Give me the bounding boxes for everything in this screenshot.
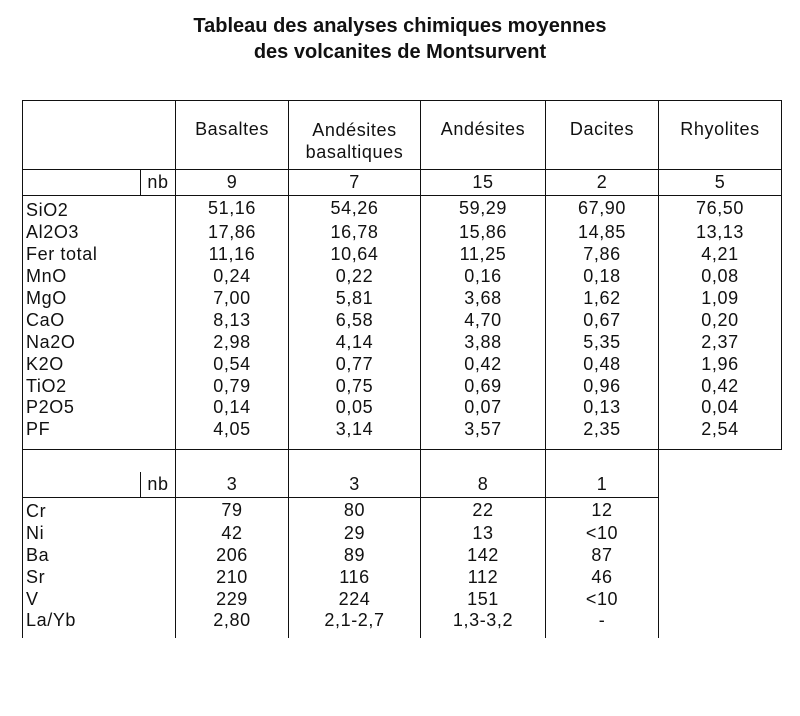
cell: 1,09	[659, 288, 782, 310]
cell: 11,25	[421, 244, 546, 266]
cell: 4,21	[659, 244, 782, 266]
nb-cell: 3	[289, 472, 421, 498]
row-label: P2O5	[23, 397, 141, 419]
cell: 0,69	[421, 375, 546, 397]
cell: 22	[421, 497, 546, 522]
cell: 13,13	[659, 222, 782, 244]
cell: 0,48	[546, 353, 659, 375]
cell: 10,64	[289, 244, 421, 266]
cell: 67,90	[546, 196, 659, 222]
table-row	[23, 353, 782, 375]
col-andesites-basaltiques: Andésites basaltiques	[289, 101, 421, 170]
cell: 1,3-3,2	[421, 610, 546, 638]
analysis-table	[22, 100, 782, 638]
table-row	[23, 288, 782, 310]
cell: 76,50	[659, 196, 782, 222]
row-label: MnO	[23, 266, 141, 288]
cell: 0,16	[421, 266, 546, 288]
table-row	[23, 523, 782, 545]
cell: 151	[421, 588, 546, 610]
table-row	[23, 222, 782, 244]
cell: 5,81	[289, 288, 421, 310]
cell: 0,77	[289, 353, 421, 375]
row-label: SiO2	[23, 196, 141, 222]
cell: 4,05	[176, 419, 289, 450]
nb-label: nb	[141, 472, 176, 498]
nb-cell: 2	[546, 170, 659, 196]
col-rhyolites: Rhyolites	[659, 101, 782, 170]
cell: 210	[176, 566, 289, 588]
cell: 0,18	[546, 266, 659, 288]
cell: 2,80	[176, 610, 289, 638]
row-label: CaO	[23, 309, 141, 331]
col-dacites: Dacites	[546, 101, 659, 170]
table-row	[23, 588, 782, 610]
cell: 7,86	[546, 244, 659, 266]
column-header-row	[23, 101, 782, 170]
cell: 0,42	[421, 353, 546, 375]
cell: 116	[289, 566, 421, 588]
cell: 7,00	[176, 288, 289, 310]
cell: 80	[289, 497, 421, 522]
col-andesites: Andésites	[421, 101, 546, 170]
cell: 0,20	[659, 309, 782, 331]
cell: 17,86	[176, 222, 289, 244]
cell: 2,35	[546, 419, 659, 450]
cell: 3,88	[421, 331, 546, 353]
cell: 1,62	[546, 288, 659, 310]
cell: 5,35	[546, 331, 659, 353]
nb-label: nb	[141, 170, 176, 196]
table-row	[23, 545, 782, 567]
row-label: TiO2	[23, 375, 141, 397]
cell: 0,42	[659, 375, 782, 397]
cell: 54,26	[289, 196, 421, 222]
row-label: V	[23, 588, 141, 610]
cell: 2,98	[176, 331, 289, 353]
cell: 15,86	[421, 222, 546, 244]
cell: 12	[546, 497, 659, 522]
cell: 42	[176, 523, 289, 545]
row-label: PF	[23, 419, 141, 450]
section-gap	[23, 449, 782, 471]
nb-cell: 9	[176, 170, 289, 196]
cell: 1,96	[659, 353, 782, 375]
row-label: Sr	[23, 566, 141, 588]
table-row	[23, 266, 782, 288]
cell: 0,07	[421, 397, 546, 419]
table-row	[23, 610, 782, 638]
cell: 29	[289, 523, 421, 545]
table-title-line-1: Tableau des analyses chimiques moyennes	[193, 15, 607, 37]
nb-cell: 3	[176, 472, 289, 498]
table-row	[23, 331, 782, 353]
cell: 112	[421, 566, 546, 588]
cell: 0,13	[546, 397, 659, 419]
cell: 0,22	[289, 266, 421, 288]
cell: 0,05	[289, 397, 421, 419]
table-row	[23, 419, 782, 450]
nb-cell: 5	[659, 170, 782, 196]
table-row	[23, 244, 782, 266]
cell: 2,37	[659, 331, 782, 353]
nb-cell: 1	[546, 472, 659, 498]
cell: 0,08	[659, 266, 782, 288]
cell: 0,24	[176, 266, 289, 288]
cell: 4,14	[289, 331, 421, 353]
cell: 3,14	[289, 419, 421, 450]
cell: 89	[289, 545, 421, 567]
table-row	[23, 196, 782, 222]
cell: 14,85	[546, 222, 659, 244]
col-basaltes: Basaltes	[176, 101, 289, 170]
cell: 206	[176, 545, 289, 567]
nb-cell: 7	[289, 170, 421, 196]
table-row	[23, 566, 782, 588]
cell: 229	[176, 588, 289, 610]
cell: 46	[546, 566, 659, 588]
traces-nb-row	[23, 472, 782, 498]
cell: 0,54	[176, 353, 289, 375]
nb-cell: 15	[421, 170, 546, 196]
cell: <10	[546, 588, 659, 610]
table-title-line-2: des volcanites de Montsurvent	[253, 41, 547, 63]
cell: 0,04	[659, 397, 782, 419]
row-label: Ni	[23, 523, 141, 545]
cell: 3,68	[421, 288, 546, 310]
cell: 2,54	[659, 419, 782, 450]
row-label: Ba	[23, 545, 141, 567]
table-row	[23, 309, 782, 331]
cell: 79	[176, 497, 289, 522]
row-label: K2O	[23, 353, 141, 375]
row-label: Na2O	[23, 331, 141, 353]
cell: 224	[289, 588, 421, 610]
cell: 0,79	[176, 375, 289, 397]
cell: 11,16	[176, 244, 289, 266]
row-label: Cr	[23, 497, 141, 522]
table-row	[23, 397, 782, 419]
cell: 8,13	[176, 309, 289, 331]
row-label: MgO	[23, 288, 141, 310]
cell: 51,16	[176, 196, 289, 222]
cell: 13	[421, 523, 546, 545]
cell: 0,67	[546, 309, 659, 331]
table-row	[23, 375, 782, 397]
cell: 0,14	[176, 397, 289, 419]
cell: 0,96	[546, 375, 659, 397]
majors-nb-row	[23, 170, 782, 196]
cell: <10	[546, 523, 659, 545]
cell: 6,58	[289, 309, 421, 331]
cell: 4,70	[421, 309, 546, 331]
row-label: La/Yb	[23, 610, 141, 638]
cell: 16,78	[289, 222, 421, 244]
nb-cell: 8	[421, 472, 546, 498]
cell: 0,75	[289, 375, 421, 397]
cell: 142	[421, 545, 546, 567]
cell: 87	[546, 545, 659, 567]
table-row	[23, 497, 782, 522]
cell: -	[546, 610, 659, 638]
row-label: Fer total	[23, 244, 141, 266]
row-label: Al2O3	[23, 222, 141, 244]
header-corner	[23, 101, 141, 170]
cell: 3,57	[421, 419, 546, 450]
cell: 2,1-2,7	[289, 610, 421, 638]
cell: 59,29	[421, 196, 546, 222]
